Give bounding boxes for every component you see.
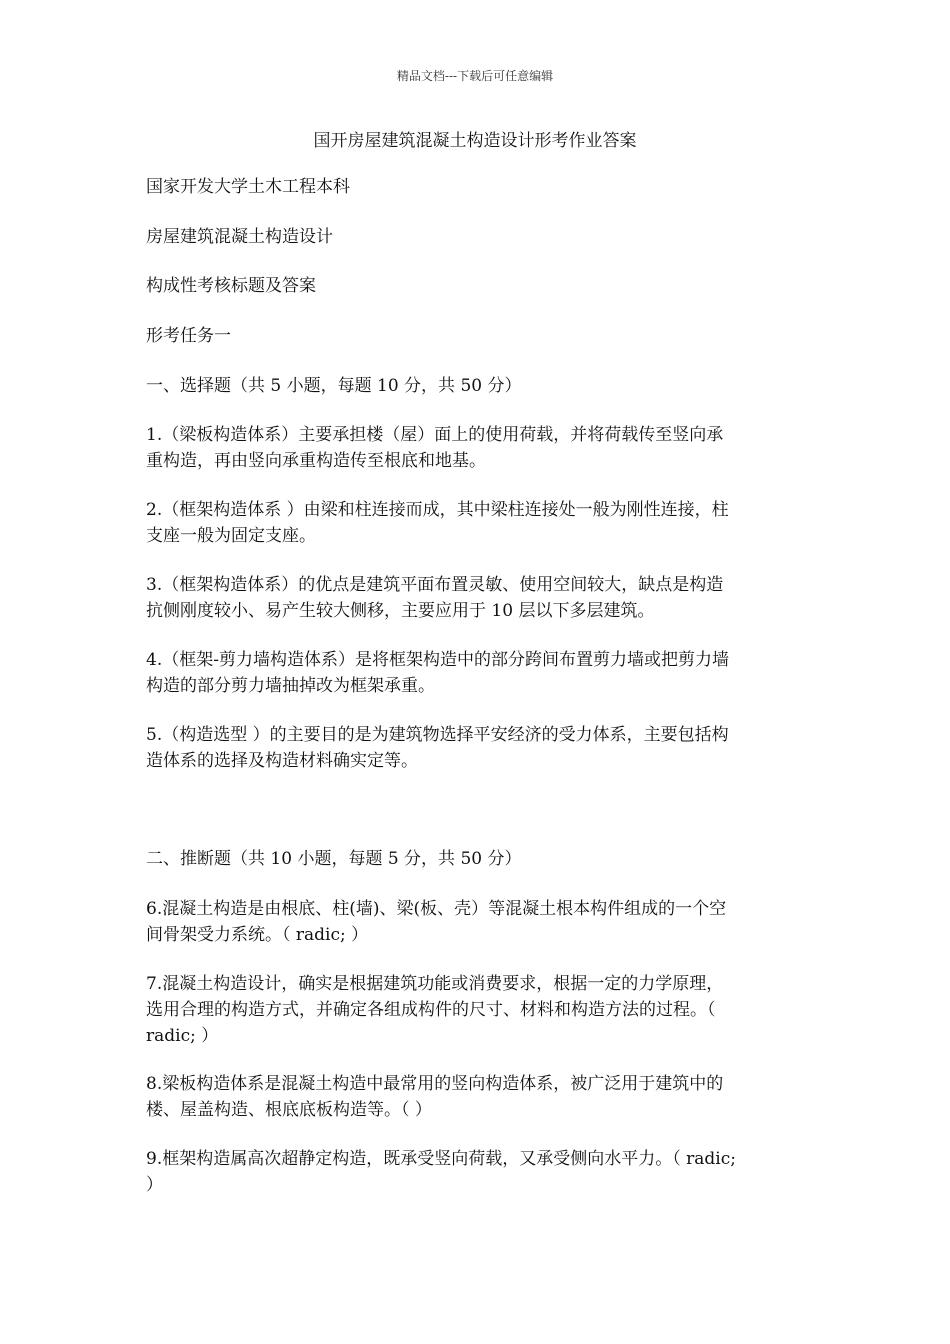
section-heading-judgement: 二、推断题（共 10 小题，每题 5 分，共 50 分）	[146, 849, 522, 869]
question-2-line-2: 支座一般为固定支座。	[146, 526, 316, 546]
question-2-line-1: 2.（框架构造体系 ）由梁和柱连接而成，其中梁柱连接处一般为刚性连接，柱	[146, 500, 729, 520]
question-1-line-2: 重构造，再由竖向承重构造传至根底和地基。	[146, 451, 486, 471]
question-4-line-1: 4.（框架-剪力墙构造体系）是将框架构造中的部分跨间布置剪力墙或把剪力墙	[146, 650, 729, 670]
question-5-line-1: 5.（构造选型 ）的主要目的是为建筑物选择平安经济的受力体系，主要包括构	[146, 725, 729, 745]
question-4-line-2: 构造的部分剪力墙抽掉改为框架承重。	[146, 676, 435, 696]
question-7-line-1: 7.混凝土构造设计，确实是根据建筑功能或消费要求，根据一定的力学原理，	[146, 974, 724, 994]
question-7-line-3: radic; ）	[146, 1026, 219, 1046]
question-9-line-2: ）	[146, 1175, 163, 1195]
document-title: 国开房屋建筑混凝土构造设计形考作业答案	[313, 131, 637, 151]
question-8-line-1: 8.梁板构造体系是混凝土构造中最常用的竖向构造体系，被广泛用于建筑中的	[146, 1074, 724, 1094]
question-8-line-2: 楼、屋盖构造、根底底板构造等。（ ）	[146, 1100, 432, 1120]
question-3-line-2: 抗侧刚度较小、易产生较大侧移，主要应用于 10 层以下多层建筑。	[146, 601, 655, 621]
question-3-line-1: 3.（框架构造体系）的优点是建筑平面布置灵敏、使用空间较大，缺点是构造	[146, 575, 724, 595]
section-heading-choice: 一、选择题（共 5 小题，每题 10 分，共 50 分）	[146, 376, 522, 396]
question-6-line-2: 间骨架受力系统。（ radic; ）	[146, 925, 369, 945]
subtitle-line: 构成性考核标题及答案	[146, 276, 316, 296]
task-line: 形考任务一	[146, 326, 231, 346]
university-line: 国家开发大学土木工程本科	[146, 177, 350, 197]
question-1-line-1: 1.（梁板构造体系）主要承担楼（屋）面上的使用荷载，并将荷载传至竖向承	[146, 425, 724, 445]
question-5-line-2: 造体系的选择及构造材料确实定等。	[146, 751, 418, 771]
course-line: 房屋建筑混凝土构造设计	[146, 227, 333, 247]
header-note: 精品文档---下载后可任意编辑	[396, 69, 554, 83]
question-7-line-2: 选用合理的构造方式，并确定各组成构件的尺寸、材料和构造方法的过程。（	[146, 1000, 716, 1020]
question-9-line-1: 9.框架构造属高次超静定构造，既承受竖向荷载，又承受侧向水平力。（ radic;	[146, 1149, 736, 1169]
question-6-line-1: 6.混凝土构造是由根底、柱(墙)、梁(板、壳）等混凝土根本构件组成的一个空	[146, 899, 727, 919]
